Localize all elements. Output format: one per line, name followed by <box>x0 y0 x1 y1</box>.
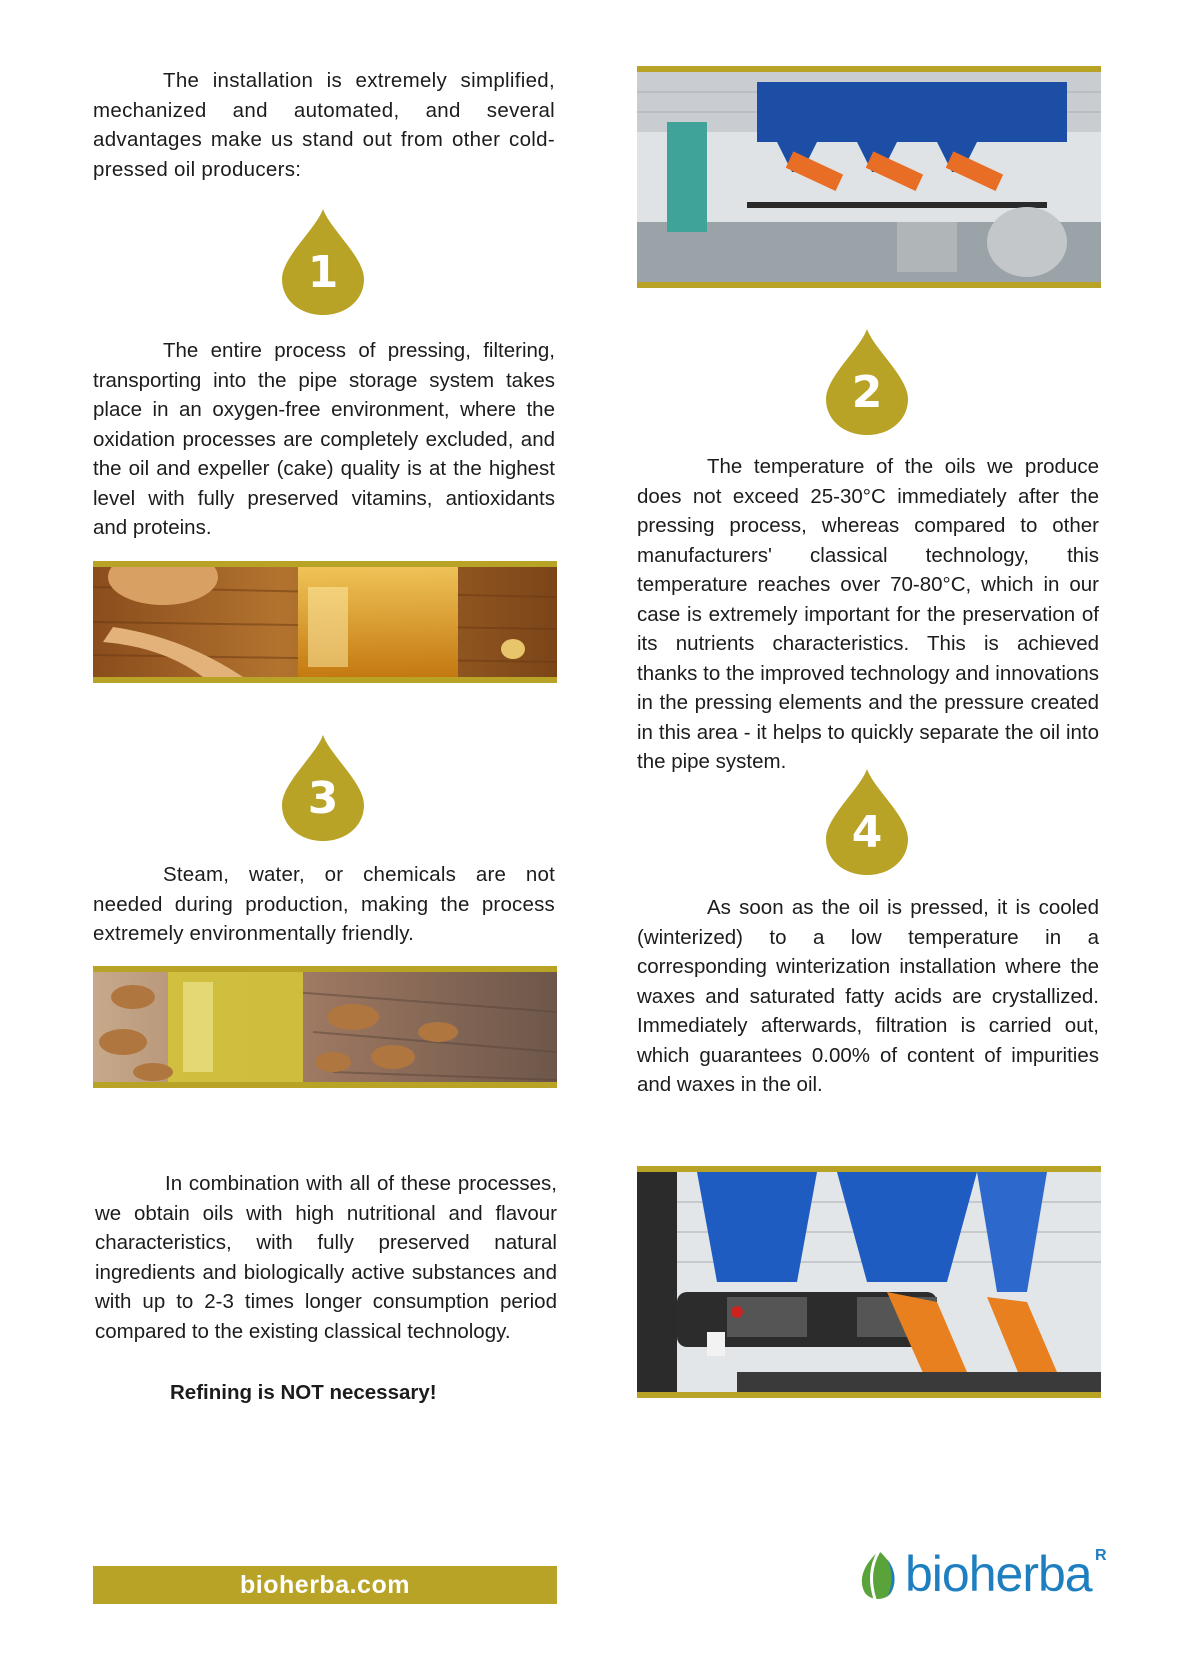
leaf-logo-icon <box>857 1549 901 1601</box>
step-2-text: The temperature of the oils we produce does not exceed 25-30°C immediately after the pressing process, whereas compared to other manufacturers' classical technology, this temperature reaches over 70-80°C, which in our case is extremely important for the preservation of its nutrients characteristics. This is achieved thanks to the improved technology and innovations in the pressing elements and the pressure created in this area - it helps to quickly separate the oil into the pipe system. <box>637 455 1099 773</box>
intro-paragraph: The installation is extremely simplified, mechanized and automated, and several advantages make us stand out from other cold-pressed oil producers: <box>93 69 555 181</box>
step-1-drop-icon <box>278 207 368 317</box>
conclusion-paragraph: In combination with all of these processes, we obtain oils with high nutritional and flavour characteristics, with fully preserved natural ingredients and biologically active substances and with up to 2-3 times longer consumption period compared to the existing classical technology. <box>95 1172 557 1343</box>
step-1-text: The entire process of pressing, filtering, transporting into the pipe storage system takes place in an oxygen-free environment, where the oxidation processes are completely excluded, and the oil and expeller (cake) quality is at the highest level with fully preserved vitamins, antioxidants and proteins. <box>93 339 555 539</box>
step-4-text: As soon as the oil is pressed, it is cooled (winterized) to a low temperature in a corresponding winterization installation where the waxes and saturated fatty acids are crystallized. Immediately afterwards, filtration is carried out, which guarantees 0.00% of content of impurities and waxes in the oil. <box>637 896 1099 1096</box>
website-link[interactable]: bioherba.com <box>93 1566 557 1604</box>
step-3-text: Steam, water, or chemicals are not needed during production, making the process extremely environmentally friendly. <box>93 863 555 945</box>
step-2-number: 2 <box>851 367 883 418</box>
registered-mark: R <box>1095 1547 1107 1564</box>
step-2-drop-icon <box>822 327 912 437</box>
step-3-drop-icon <box>278 733 368 843</box>
refining-note: Refining is NOT necessary! <box>170 1381 437 1404</box>
almonds-oil-photo <box>93 966 557 1088</box>
step-1-number: 1 <box>307 247 339 298</box>
bioherba-logo <box>857 1545 1117 1605</box>
step-4-number: 4 <box>851 807 883 858</box>
oil-bottle-photo <box>93 561 557 683</box>
logo-wordmark: bioherba <box>905 1546 1092 1602</box>
oil-press-machines-photo <box>637 1166 1101 1398</box>
factory-hall-photo <box>637 66 1101 288</box>
step-4-drop-icon <box>822 767 912 877</box>
step-3-number: 3 <box>307 773 339 824</box>
